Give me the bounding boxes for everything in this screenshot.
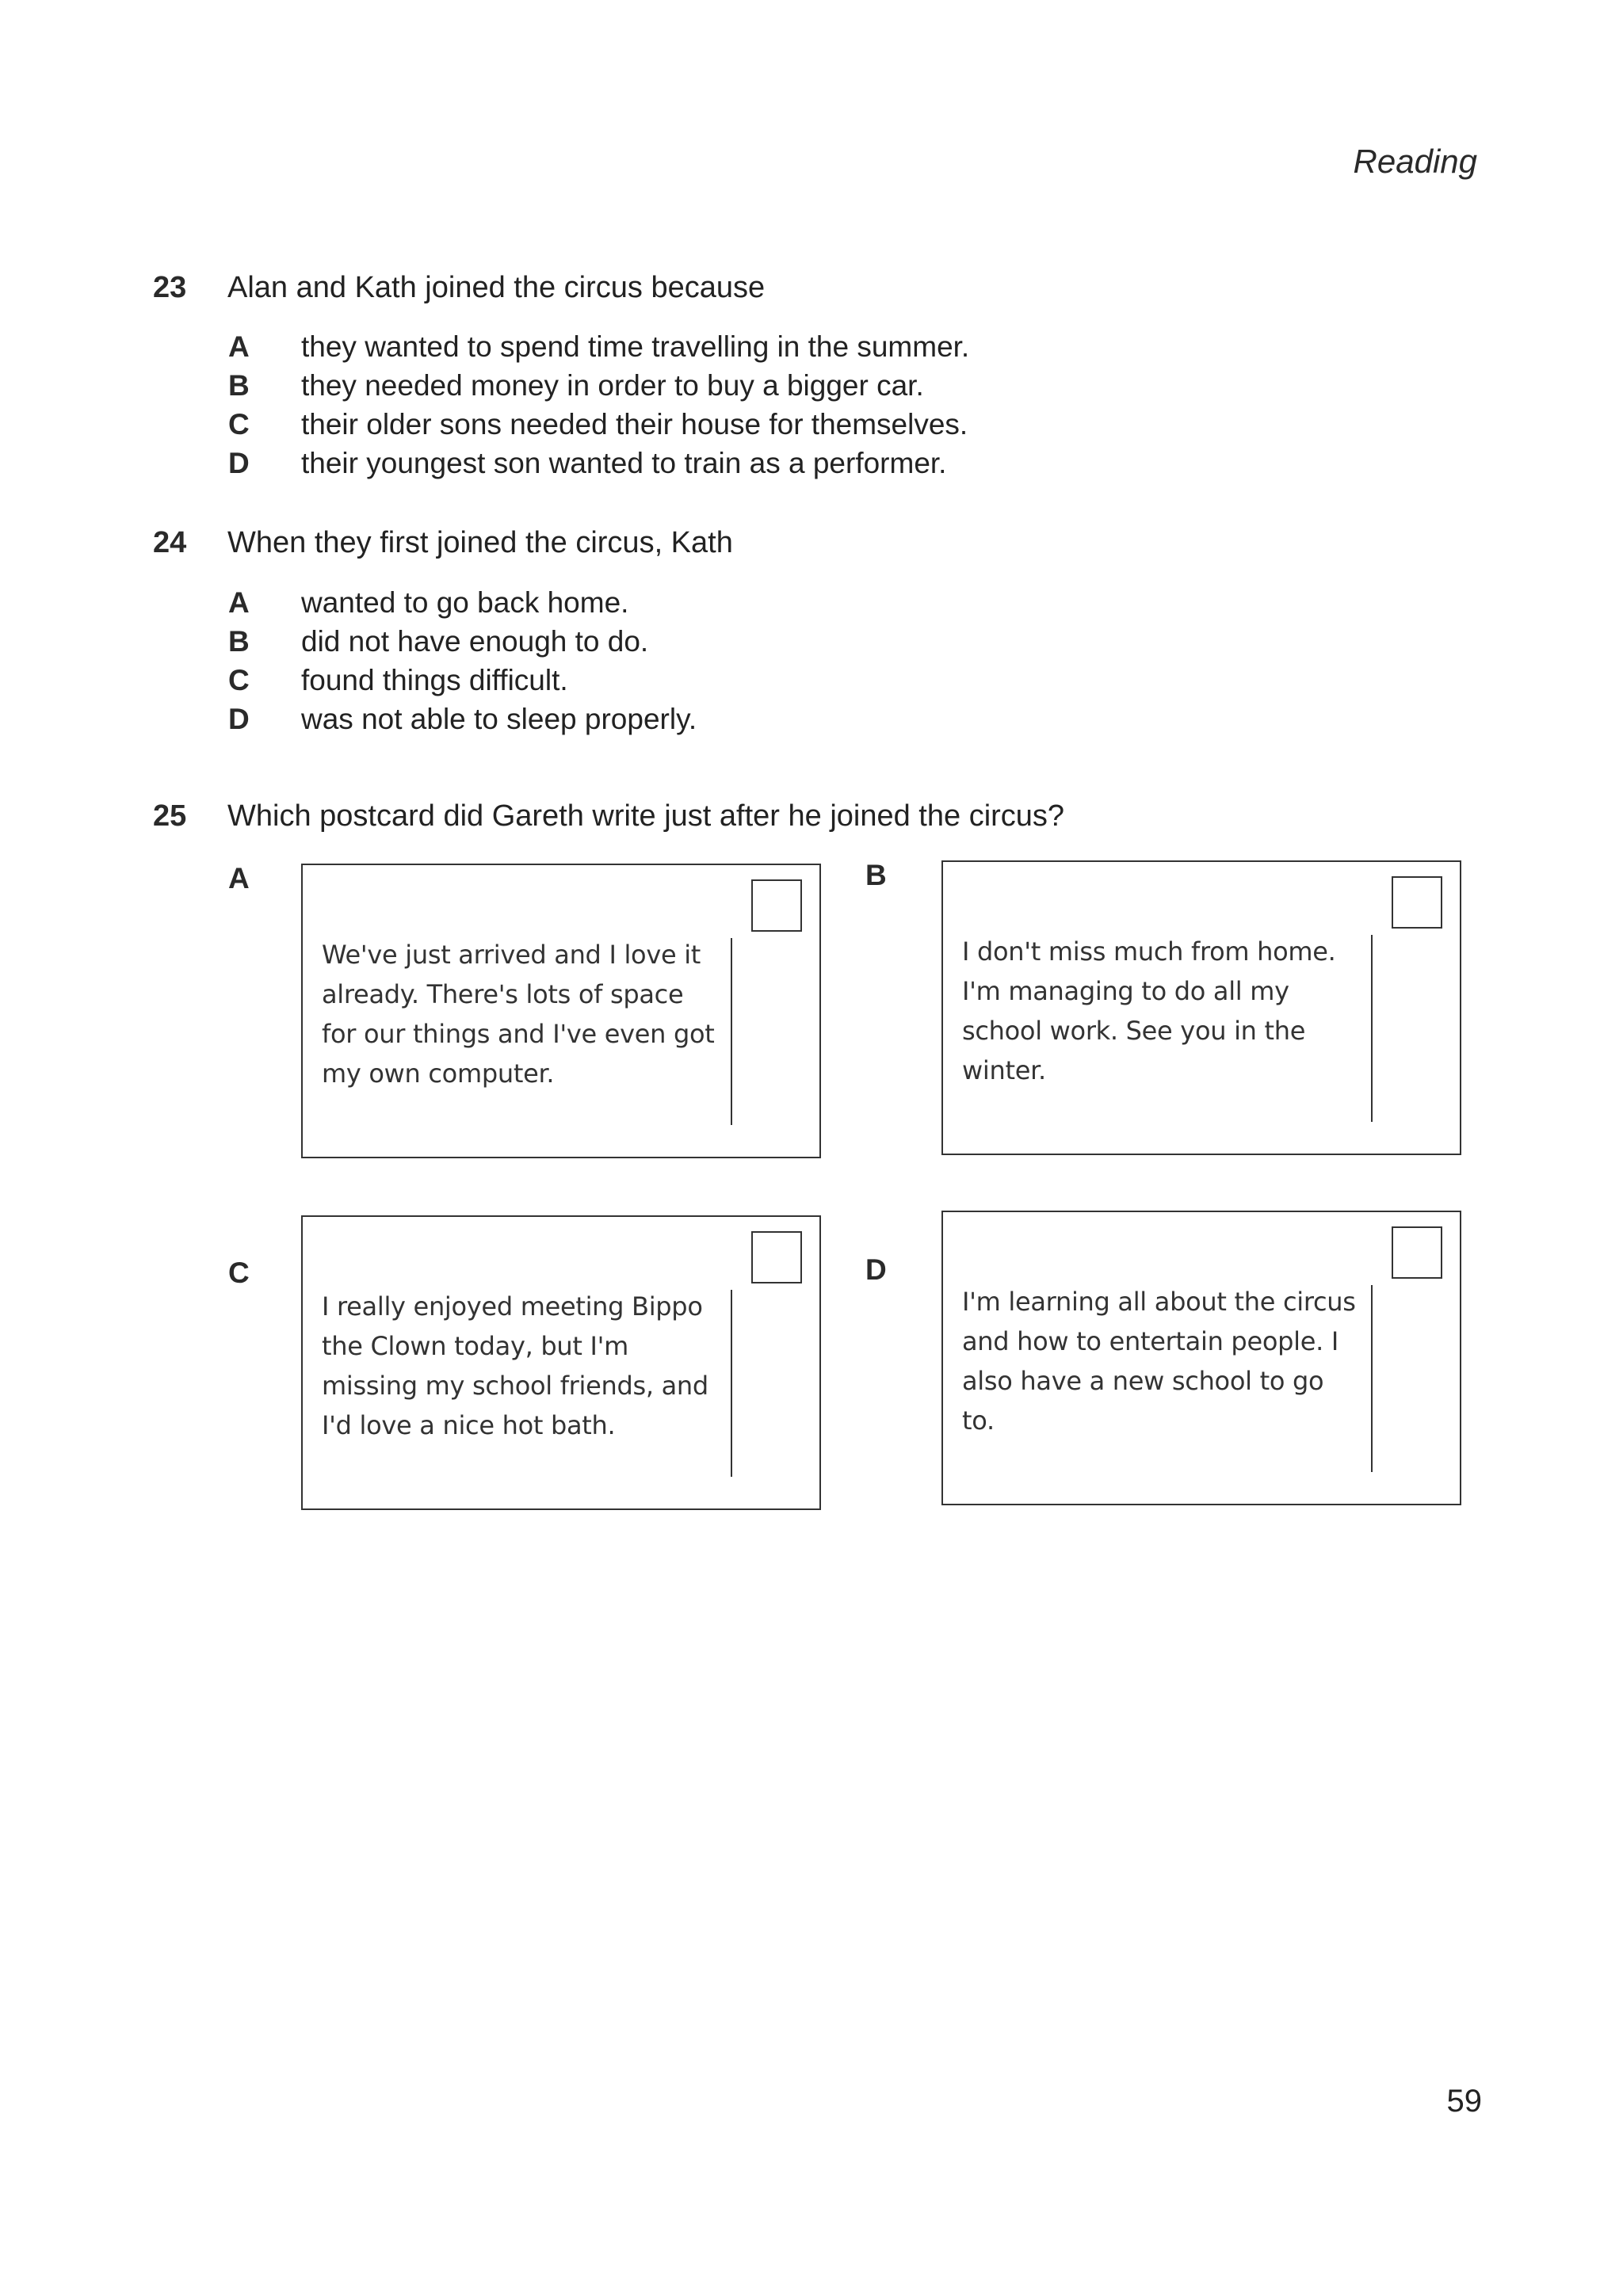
address-divider xyxy=(1371,1285,1373,1472)
postcard-message: I don't miss much from home. I'm managing to do all my school work. See you in the winter. xyxy=(962,936,1336,1085)
question-text: Which postcard did Gareth write just after he joined the circus? xyxy=(227,799,1065,833)
option-letter: A xyxy=(228,586,250,619)
stamp-box xyxy=(1392,1226,1442,1279)
postcard-letter-a: A xyxy=(228,862,250,894)
option-letter: C xyxy=(228,408,250,441)
postcard-c[interactable] xyxy=(301,1215,821,1510)
postcard-letter-b: B xyxy=(865,859,887,891)
postcard-message: I really enjoyed meeting Bippo the Clown today, but I'm missing my school friends, and I'd love a nice hot bath. xyxy=(322,1291,708,1440)
question-number: 24 xyxy=(153,526,187,559)
postcard-b[interactable] xyxy=(941,860,1461,1155)
option-24-a[interactable] xyxy=(0,586,1623,626)
postcard-message: I'm learning all about the circus and how to entertain people. I also have a new school to go to. xyxy=(962,1287,1356,1436)
option-text: they needed money in order to buy a bigger car. xyxy=(301,369,924,402)
option-text: they wanted to spend time travelling in the summer. xyxy=(301,330,970,363)
option-text: did not have enough to do. xyxy=(301,625,649,658)
option-24-d[interactable] xyxy=(0,703,1623,742)
postcard-letter-c: C xyxy=(228,1257,250,1289)
option-24-b[interactable] xyxy=(0,625,1623,665)
stamp-box xyxy=(751,1231,802,1283)
option-letter: B xyxy=(228,369,250,402)
option-letter: D xyxy=(228,703,250,735)
section-title: Reading xyxy=(1353,143,1477,180)
option-23-a[interactable] xyxy=(0,330,1623,370)
option-text: their older sons needed their house for themselves. xyxy=(301,408,968,441)
stamp-box xyxy=(1392,876,1442,929)
postcard-a[interactable] xyxy=(301,864,821,1158)
option-text: found things difficult. xyxy=(301,664,568,696)
address-divider xyxy=(731,938,732,1125)
option-23-c[interactable] xyxy=(0,408,1623,448)
option-letter: A xyxy=(228,330,250,363)
page-number: 59 xyxy=(1446,2084,1482,2119)
option-23-d[interactable] xyxy=(0,447,1623,486)
option-letter: C xyxy=(228,664,250,696)
option-text: wanted to go back home. xyxy=(301,586,629,619)
address-divider xyxy=(731,1290,732,1477)
question-number: 23 xyxy=(153,271,187,304)
stamp-box xyxy=(751,879,802,932)
question-text: When they first joined the circus, Kath xyxy=(227,526,733,559)
option-text: their youngest son wanted to train as a performer. xyxy=(301,447,947,479)
question-number: 25 xyxy=(153,799,187,833)
option-letter: D xyxy=(228,447,250,479)
postcard-d[interactable] xyxy=(941,1211,1461,1505)
postcard-message: We've just arrived and I love it already. There's lots of space for our things and I've even got my own computer. xyxy=(322,940,715,1089)
address-divider xyxy=(1371,935,1373,1122)
question-text: Alan and Kath joined the circus because xyxy=(227,271,766,304)
option-23-b[interactable] xyxy=(0,369,1623,409)
postcard-letter-d: D xyxy=(865,1253,887,1286)
option-text: was not able to sleep properly. xyxy=(301,703,697,735)
option-24-c[interactable] xyxy=(0,664,1623,704)
option-letter: B xyxy=(228,625,250,658)
